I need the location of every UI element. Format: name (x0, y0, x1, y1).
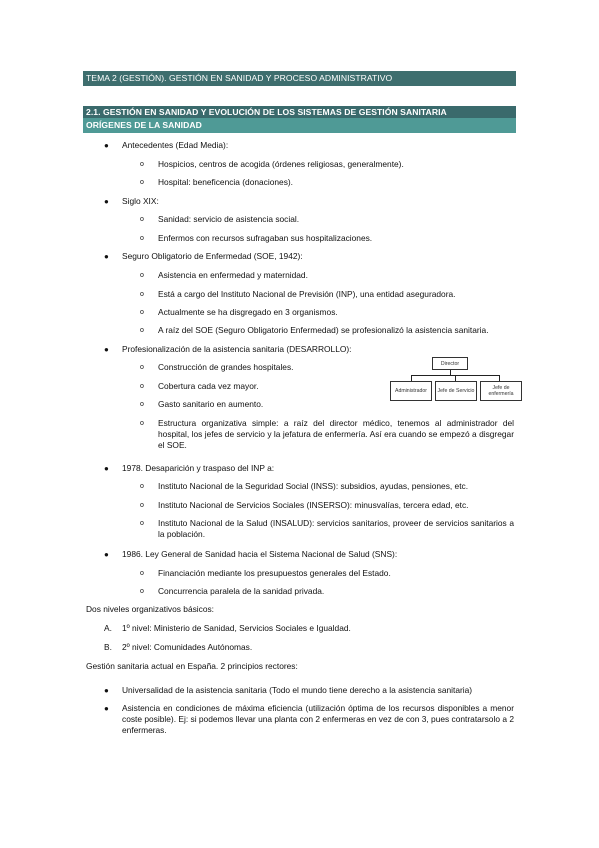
gestion-intro: Gestión sanitaria actual en España. 2 principios rectores: (86, 661, 298, 671)
nivel-a-marker: A. (104, 623, 112, 633)
sub-marker: o (140, 179, 144, 186)
sub-marker: o (140, 327, 144, 334)
sub-marker: o (140, 483, 144, 490)
sub-concurrencia: Concurrencia paralela de la sanidad privada. (158, 586, 325, 596)
sub-profesionalizo: A raíz del SOE (Seguro Obligatorio Enfermedad) se profesionalizó la asistencia sanitaria. (158, 325, 489, 335)
sub-sanidad: Sanidad: servicio de asistencia social. (158, 214, 300, 224)
sub-insalud: Instituto Nacional de la Salud (INSALUD): servicios sanitarios, proveer de servicios sanitarios a la población. (158, 518, 514, 539)
sub-marker: o (140, 588, 144, 595)
sub-marker: o (140, 291, 144, 298)
sub-inp: Está a cargo del Instituto Nacional de Previsión (INP), una entidad aseguradora. (158, 289, 456, 299)
subsection-title-bar (83, 118, 516, 133)
org-director-label: Director (440, 360, 460, 367)
sub-marker: o (140, 235, 144, 242)
sub-construccion: Construcción de grandes hospitales. (158, 362, 294, 372)
sub-enfermos: Enfermos con recursos sufragaban sus hospitalizaciones. (158, 233, 373, 243)
sub-marker: o (140, 309, 144, 316)
nivel-b-marker: B. (104, 642, 112, 652)
nivel-a-text: 1º nivel: Ministerio de Sanidad, Servicios Sociales e Igualdad. (122, 623, 351, 633)
sub-inserso: Instituto Nacional de Servicios Sociales (INSERSO): minusvalías, tercera edad, etc. (158, 500, 469, 510)
bullet-marker: ● (104, 252, 109, 261)
bullet-marker: ● (104, 197, 109, 206)
sub-marker: o (140, 272, 144, 279)
sub-asistencia: Asistencia en enfermedad y maternidad. (158, 270, 308, 280)
sub-disgregado: Actualmente se ha disgregado en 3 organismos. (158, 307, 338, 317)
sub-gasto: Gasto sanitario en aumento. (158, 399, 264, 409)
org-box-jefe-enfermeria (480, 381, 522, 401)
sub-marker: o (140, 520, 144, 527)
sub-hospicios: Hospicios, centros de acogida (órdenes religiosas, generalmente). (158, 159, 404, 169)
org-jefe-servicio-label: Jefe de Servicio (437, 388, 475, 394)
sub-marker: o (140, 364, 144, 371)
sub-marker: o (140, 383, 144, 390)
sub-cobertura: Cobertura cada vez mayor. (158, 381, 259, 391)
org-box-jefe-servicio (435, 381, 477, 401)
bullet-1978: 1978. Desaparición y traspaso del INP a: (122, 463, 275, 473)
org-box-director (432, 357, 468, 370)
bullet-marker: ● (104, 141, 109, 150)
subsection-title: ORÍGENES DE LA SANIDAD (86, 120, 202, 130)
tema-title: TEMA 2 (GESTIÓN). GESTIÓN EN SANIDAD Y PROCESO ADMINISTRATIVO (86, 73, 393, 83)
bullet-1986: 1986. Ley General de Sanidad hacia el Sistema Nacional de Salud (SNS): (122, 549, 398, 559)
org-box-administrador (390, 381, 432, 401)
niveles-intro: Dos niveles organizativos básicos: (86, 604, 215, 614)
sub-marker: o (140, 216, 144, 223)
sub-inss: Instituto Nacional de la Seguridad Social (INSS): subsidios, ayudas, pensiones, etc. (158, 481, 469, 491)
sub-marker: o (140, 420, 144, 427)
sub-marker: o (140, 570, 144, 577)
bullet-profesionalizacion: Profesionalización de la asistencia sanitaria (DESARROLLO): (122, 344, 352, 354)
principio-universalidad: Universalidad de la asistencia sanitaria (Todo el mundo tiene derecho a la asistencia sanitaria) (122, 685, 473, 695)
sub-marker: o (140, 502, 144, 509)
bullet-soe: Seguro Obligatorio de Enfermedad (SOE, 1942): (122, 251, 303, 261)
section-title-bar (83, 106, 516, 118)
sub-hospital: Hospital: beneficencia (donaciones). (158, 177, 294, 187)
sub-financiacion: Financiación mediante los presupuestos generales del Estado. (158, 568, 391, 578)
org-administrador-label: Administrador (394, 388, 427, 394)
sub-marker: o (140, 161, 144, 168)
bullet-marker: ● (104, 686, 109, 695)
principio-eficiencia: Asistencia en condiciones de máxima eficiencia (utilización óptima de los recursos disponibles a menor coste posible). Ej: si podemos llevar una planta con 2 enfermeras en vez de con 3, pues contratarsolo a 2 enfermeras. (122, 703, 514, 735)
org-jefe-enfermeria-label: Jefe de enfermería (488, 385, 514, 397)
bullet-marker: ● (104, 550, 109, 559)
bullet-siglo-xix: Siglo XIX: (122, 196, 159, 206)
sub-estructura: Estructura organizativa simple: a raíz del director médico, tenemos al administrador del hospital, los jefes de servicio y la jefatura de enfermería. Así era cuando se empezó a disgregar el SOE. (158, 418, 514, 450)
nivel-b-text: 2º nivel: Comunidades Autónomas. (122, 642, 253, 652)
section-title: 2.1. GESTIÓN EN SANIDAD Y EVOLUCIÓN DE LOS SISTEMAS DE GESTIÓN SANITARIA (86, 107, 447, 117)
bullet-marker: ● (104, 464, 109, 473)
bullet-marker: ● (104, 704, 109, 713)
tema-title-bar (83, 71, 516, 86)
bullet-antecedentes: Antecedentes (Edad Media): (122, 140, 229, 150)
bullet-marker: ● (104, 345, 109, 354)
sub-marker: o (140, 401, 144, 408)
